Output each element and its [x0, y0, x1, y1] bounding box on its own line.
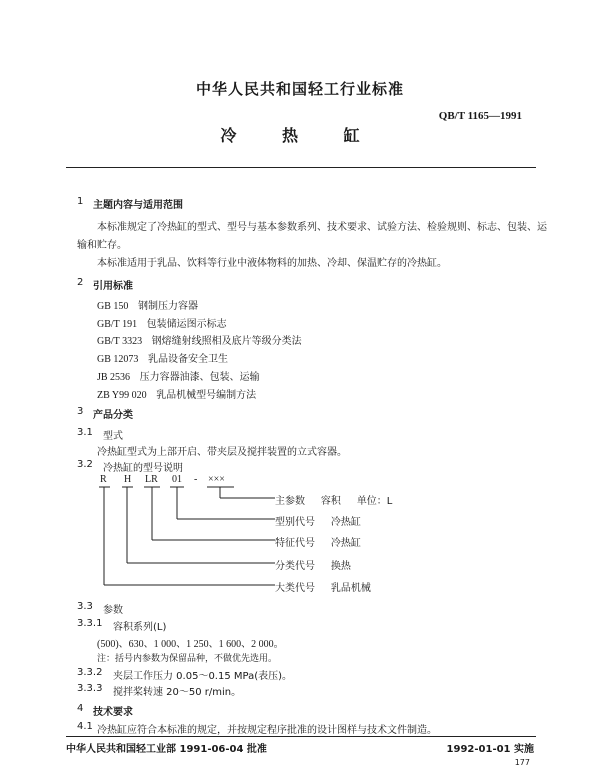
section-3-2-number: 3.2	[77, 459, 93, 470]
reference-code: GB/T 191	[97, 319, 138, 330]
section-3-3-1-number: 3.3.1	[77, 618, 103, 629]
model-code-letter: -	[194, 474, 198, 485]
issuer-approval: 中华人民共和国轻工业部 1991-06-04 批准	[66, 744, 267, 755]
reference-name: 乳品设备安全卫生	[147, 354, 228, 365]
model-code-letter: H	[124, 474, 132, 485]
model-code-letter: 01	[172, 474, 182, 485]
model-code-letter: R	[100, 474, 107, 485]
section-3-heading: 产品分类	[93, 410, 133, 421]
model-label-unit: 单位：L	[356, 496, 393, 507]
document-title: 冷 热 缸	[220, 126, 380, 145]
section-3-3-1-note: 注：括号内参数为保留品种，不做优先选用。	[97, 654, 278, 664]
section-3-3-number: 3.3	[77, 601, 93, 612]
model-code-letter: ×××	[208, 474, 225, 485]
section-4-heading: 技术要求	[93, 707, 133, 718]
standard-body: 中华人民共和国轻工行业标准	[195, 80, 404, 98]
section-1-number: 1	[77, 196, 84, 207]
model-label-meaning: 容积	[320, 496, 341, 507]
reference-name: 乳品机械型号编制方法	[156, 390, 257, 401]
section-3-3-3-number: 3.3.3	[77, 683, 103, 694]
section-3-1-number: 3.1	[77, 427, 93, 438]
model-label-text: 分类代号	[275, 561, 315, 572]
section-2-number: 2	[77, 277, 84, 288]
section-1-para2: 本标准适用于乳品、饮料等行业中液体物料的加热、冷却、保温贮存的冷热缸。	[97, 258, 447, 269]
model-label-category	[275, 557, 351, 572]
section-3-3-heading: 参数	[103, 605, 123, 616]
model-label-main-param	[275, 492, 392, 507]
reference-name: 钢熔缝射线照相及底片等级分类法	[151, 336, 302, 347]
section-3-3-2-text: 夹层工作压力 0.05～0.15 MPa(表压)。	[113, 671, 293, 682]
model-code-letter: LR	[145, 474, 158, 485]
section-3-3-1-heading: 容积系列(L)	[113, 622, 167, 633]
section-3-3-3-text: 搅拌桨转速 20～50 r/min。	[113, 687, 242, 698]
model-label-meaning: 冷热缸	[330, 538, 361, 549]
model-label-text: 主参数	[275, 496, 305, 507]
reference-name: 包装储运图示标志	[146, 319, 227, 330]
section-4-1-text: 冷热缸应符合本标准的规定，并按规定程序批准的设计图样与技术文件制造。	[97, 725, 437, 736]
section-3-3-1-values: (500)、630、1 000、1 250、1 600、2 000。	[97, 639, 284, 650]
model-label-text: 特征代号	[275, 538, 315, 549]
section-3-3-2-number: 3.3.2	[77, 667, 103, 678]
reference-name: 钢制压力容器	[137, 301, 198, 312]
reference-code: GB 150	[97, 301, 129, 312]
reference-code: ZB Y99 020	[97, 390, 147, 401]
section-1-heading: 主题内容与适用范围	[93, 200, 183, 211]
page-number: 177	[514, 758, 530, 767]
reference-code: JB 2536	[97, 372, 131, 383]
section-1-para1-line2: 输和贮存。	[77, 240, 127, 251]
model-label-text: 型别代号	[275, 517, 315, 528]
reference-code: GB/T 3323	[97, 336, 143, 347]
section-3-2-heading: 冷热缸的型号说明	[103, 463, 183, 474]
standard-code: QB/T 1165—1991	[438, 110, 522, 122]
section-4-number: 4	[77, 703, 84, 714]
model-label-meaning: 换热	[330, 561, 351, 572]
model-label-meaning: 乳品机械	[330, 583, 371, 594]
model-label-text: 大类代号	[275, 583, 315, 594]
section-2-heading: 引用标准	[93, 281, 133, 292]
section-3-1-text: 冷热缸型式为上部开启、带夹层及搅拌装置的立式容器。	[97, 447, 347, 458]
section-4-1-number: 4.1	[77, 721, 93, 732]
model-label-type	[275, 513, 361, 528]
reference-name: 压力容器油漆、包装、运输	[139, 372, 260, 383]
model-label-feature	[275, 534, 361, 549]
section-3-number: 3	[77, 406, 84, 417]
section-1-para1-line1: 本标准规定了冷热缸的型式、型号与基本参数系列、技术要求、试验方法、检验规则、标志、包装、运	[97, 222, 547, 233]
effective-date: 1992-01-01 实施	[446, 744, 534, 755]
section-3-1-heading: 型式	[103, 431, 123, 442]
model-label-meaning: 冷热缸	[330, 517, 361, 528]
footer-divider	[66, 736, 536, 737]
reference-code: GB 12073	[97, 354, 139, 365]
model-label-class	[275, 579, 371, 594]
